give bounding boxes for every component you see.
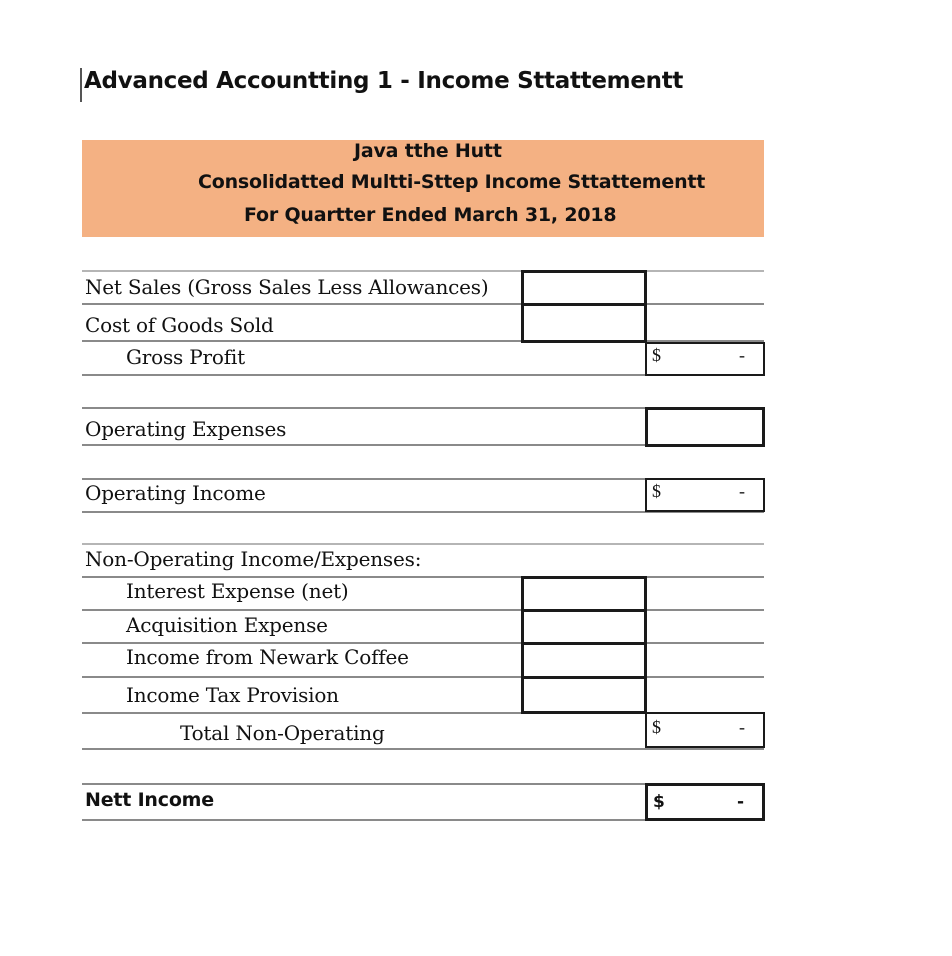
gross-profit-total[interactable] xyxy=(645,342,765,376)
row-label-income-tax: Income Tax Provision xyxy=(126,683,339,707)
gross-profit-value: - xyxy=(739,345,745,365)
statement-period: For Quartter Ended March 31, 2018 xyxy=(244,204,617,226)
income-tax-input[interactable] xyxy=(521,676,647,714)
company-name: Java tthe Hutt xyxy=(354,140,502,162)
row-label-net-income: Nett Income xyxy=(85,789,214,811)
interest-expense-input[interactable] xyxy=(521,576,647,612)
currency-symbol: $ xyxy=(653,792,665,812)
row-label-cogs: Cost of Goods Sold xyxy=(85,313,274,337)
operating-income-total[interactable] xyxy=(645,478,765,512)
row-label-gross-profit: Gross Profit xyxy=(126,345,245,369)
rule xyxy=(82,576,764,578)
rule xyxy=(82,303,764,305)
rule xyxy=(82,676,764,678)
text-cursor xyxy=(80,68,82,102)
cogs-input[interactable] xyxy=(521,303,647,343)
currency-symbol: $ xyxy=(652,717,661,737)
row-label-interest-expense: Interest Expense (net) xyxy=(126,579,349,603)
row-label-operating-income: Operating Income xyxy=(85,481,266,505)
page-title: Advanced Accountting 1 - Income Sttattementt xyxy=(84,68,684,94)
row-label-net-sales: Net Sales (Gross Sales Less Allowances) xyxy=(85,275,489,299)
net-sales-input[interactable] xyxy=(521,270,647,306)
currency-symbol: $ xyxy=(652,481,661,501)
net-income-total[interactable] xyxy=(645,783,765,821)
row-label-newark-coffee: Income from Newark Coffee xyxy=(126,645,409,669)
total-non-operating-value: - xyxy=(739,717,745,737)
operating-expenses-input[interactable] xyxy=(645,407,765,447)
rule xyxy=(82,642,764,644)
net-income-value: - xyxy=(736,792,744,812)
rule xyxy=(82,748,764,750)
row-label-total-non-operating: Total Non-Operating xyxy=(180,721,385,745)
rule xyxy=(82,270,764,272)
row-label-operating-expenses: Operating Expenses xyxy=(85,417,287,441)
total-non-operating-total[interactable] xyxy=(645,712,765,748)
newark-coffee-input[interactable] xyxy=(521,642,647,679)
acquisition-expense-input[interactable] xyxy=(521,609,647,645)
operating-income-value: - xyxy=(739,481,745,501)
statement-header xyxy=(82,140,764,237)
statement-name: Consolidatted Multti-Sttep Income Sttattementt xyxy=(198,171,706,193)
rule xyxy=(82,543,764,545)
row-label-acquisition-expense: Acquisition Expense xyxy=(126,613,328,637)
row-label-non-operating-heading: Non-Operating Income/Expenses: xyxy=(85,547,422,571)
rule xyxy=(82,609,764,611)
currency-symbol: $ xyxy=(652,345,661,365)
